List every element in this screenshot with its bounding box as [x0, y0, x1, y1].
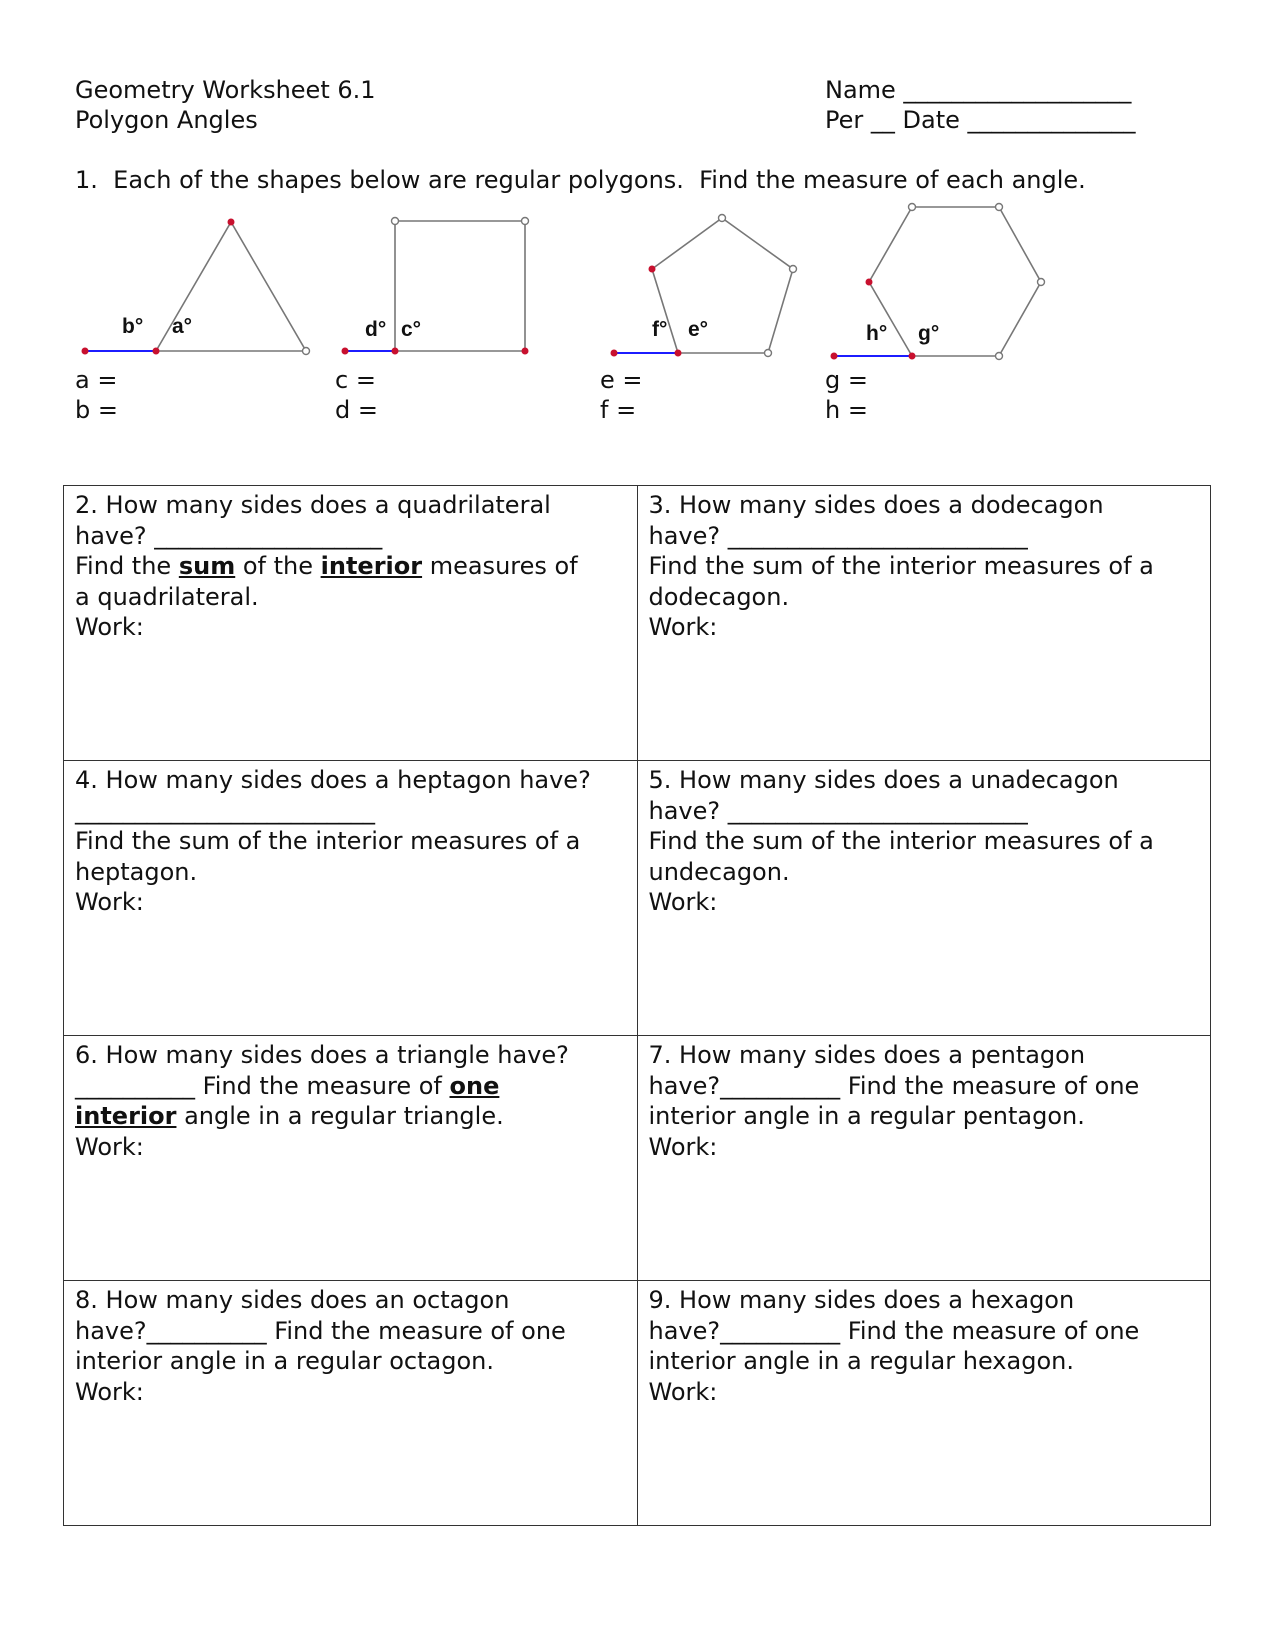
- question-3-cell[interactable]: [637, 486, 1211, 761]
- emphasis-one: one: [449, 1071, 500, 1100]
- text-segment: __________ Find the measure of: [75, 1071, 450, 1100]
- question-6-cell[interactable]: [64, 1036, 638, 1281]
- work-label: Work:: [648, 888, 718, 916]
- question-8-cell[interactable]: [64, 1281, 638, 1526]
- per-date-field[interactable]: Per __ Date ______________: [825, 106, 1136, 134]
- red-point: [831, 353, 838, 360]
- hollow-point: [303, 348, 310, 355]
- angle-label-h: h°: [866, 322, 888, 345]
- red-point: [909, 353, 916, 360]
- angle-label-f: f°: [652, 318, 668, 341]
- question-2-line3: [75, 551, 627, 582]
- question-3-line4: dodecagon.: [648, 582, 790, 611]
- hollow-point: [790, 266, 797, 273]
- red-point: [675, 350, 682, 357]
- question-4-line4: heptagon.: [75, 857, 198, 886]
- angle-label-g: g°: [918, 322, 940, 345]
- question-8-line2: have?__________ Find the measure of one: [75, 1316, 566, 1345]
- red-point: [153, 348, 160, 355]
- red-point: [392, 348, 399, 355]
- question-7-line2: have?__________ Find the measure of one: [648, 1071, 1140, 1100]
- red-point: [228, 219, 235, 226]
- question-3-line3: Find the sum of the interior measures of a: [648, 552, 1154, 580]
- question-9-line1: 9. How many sides does a hexagon: [648, 1286, 1075, 1314]
- hollow-point: [1038, 279, 1045, 286]
- question-4-cell[interactable]: [64, 761, 638, 1036]
- red-point: [82, 348, 89, 355]
- question-6-line2: [75, 1071, 627, 1102]
- question-7-line3: interior angle in a regular pentagon.: [648, 1102, 1085, 1130]
- work-label: Work:: [75, 613, 144, 641]
- work-label: Work:: [648, 613, 718, 641]
- red-point: [866, 279, 873, 286]
- work-label: Work:: [75, 1377, 144, 1406]
- hollow-point: [522, 218, 529, 225]
- question-3-line1: 3. How many sides does a dodecagon: [648, 491, 1104, 519]
- question-4-line1: 4. How many sides does a heptagon have?: [75, 766, 591, 794]
- work-label: Work:: [75, 888, 144, 916]
- emphasis-interior: interior: [75, 1102, 177, 1130]
- worksheet-subtitle: Polygon Angles: [75, 106, 258, 134]
- angle-label-a: a°: [172, 315, 193, 338]
- question-4-line2: _________________________: [75, 796, 375, 825]
- answer-g[interactable]: g =: [825, 366, 868, 394]
- red-point: [522, 348, 529, 355]
- hollow-point: [996, 204, 1003, 211]
- work-label: Work:: [648, 1132, 718, 1161]
- question-2-cell[interactable]: [64, 486, 638, 761]
- hollow-point: [909, 204, 916, 211]
- answer-f[interactable]: f =: [600, 396, 637, 424]
- emphasis-interior: interior: [320, 552, 423, 580]
- emphasis-sum: sum: [178, 552, 236, 580]
- question-5-line3: Find the sum of the interior measures of a: [648, 827, 1154, 855]
- hollow-point: [765, 350, 772, 357]
- work-label: Work:: [648, 1377, 718, 1406]
- angle-label-c: c°: [401, 318, 422, 341]
- question-8-line3: interior angle in a regular octagon.: [75, 1347, 495, 1375]
- question-8-line1: 8. How many sides does an octagon: [75, 1286, 510, 1314]
- answer-d[interactable]: d =: [335, 396, 378, 424]
- answer-b[interactable]: b =: [75, 396, 118, 424]
- hollow-point: [719, 215, 726, 222]
- question-1-prompt: 1. Each of the shapes below are regular polygons. Find the measure of each angle.: [75, 166, 1086, 194]
- angle-label-d: d°: [365, 318, 387, 341]
- question-5-line2: have? _________________________: [648, 796, 1028, 825]
- answer-e[interactable]: e =: [600, 366, 643, 394]
- question-4-line3: Find the sum of the interior measures of a: [75, 827, 581, 855]
- text-segment: angle in a regular triangle.: [176, 1102, 504, 1130]
- question-9-line3: interior angle in a regular hexagon.: [648, 1347, 1074, 1375]
- square-figure: [342, 218, 529, 355]
- question-5-line1: 5. How many sides does a unadecagon: [648, 766, 1119, 794]
- question-6-line1: 6. How many sides does a triangle have?: [75, 1041, 569, 1069]
- text-segment: measures of: [422, 552, 578, 580]
- hexagon-figure: [831, 204, 1045, 360]
- questions-grid: [63, 485, 1211, 1526]
- pentagon-shape: [652, 218, 793, 353]
- question-2-line2: have? ___________________: [75, 521, 383, 550]
- angle-label-b: b°: [122, 315, 144, 338]
- question-5-line4: undecagon.: [648, 857, 790, 886]
- question-9-line2: have?__________ Find the measure of one: [648, 1316, 1140, 1345]
- red-point: [649, 266, 656, 273]
- hollow-point: [392, 218, 399, 225]
- hollow-point: [996, 353, 1003, 360]
- hexagon-shape: [869, 207, 1041, 356]
- question-9-cell[interactable]: [637, 1281, 1211, 1526]
- red-point: [342, 348, 349, 355]
- question-7-cell[interactable]: [637, 1036, 1211, 1281]
- question-6-line3: [75, 1101, 627, 1132]
- angle-label-e: e°: [688, 318, 709, 341]
- work-label: Work:: [75, 1132, 144, 1161]
- answer-a[interactable]: a =: [75, 366, 118, 394]
- text-segment: of the: [235, 552, 321, 580]
- question-7-line1: 7. How many sides does a pentagon: [648, 1041, 1086, 1069]
- question-2-line4: a quadrilateral.: [75, 582, 259, 611]
- polygon-figures: [0, 195, 1275, 370]
- question-2-line1: 2. How many sides does a quadrilateral: [75, 491, 551, 519]
- red-point: [611, 350, 618, 357]
- text-segment: Find the: [75, 552, 179, 580]
- pentagon-figure: [611, 215, 797, 357]
- worksheet-title: Geometry Worksheet 6.1: [75, 76, 376, 104]
- answer-h[interactable]: h =: [825, 396, 868, 424]
- triangle-figure: [82, 219, 310, 355]
- name-field[interactable]: Name ___________________: [825, 76, 1132, 104]
- question-3-line2: have? _________________________: [648, 521, 1028, 550]
- question-5-cell[interactable]: [637, 761, 1211, 1036]
- answer-c[interactable]: c =: [335, 366, 376, 394]
